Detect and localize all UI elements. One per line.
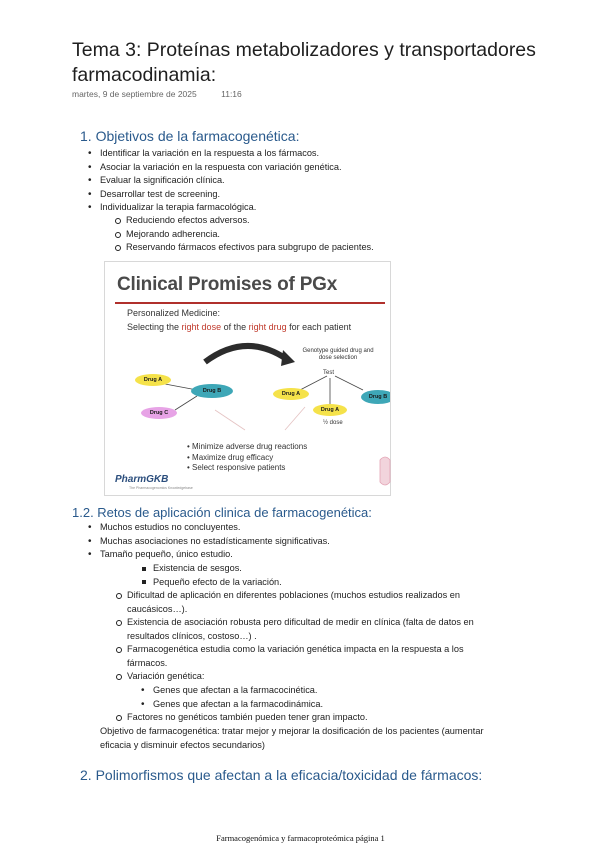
genotype-label: Genotype guided drug and dose selection xyxy=(302,348,374,361)
half-dose-label: ½ dose xyxy=(323,420,343,426)
section-heading-objetivos: 1. Objetivos de la farmacogenética: xyxy=(80,128,300,144)
test-label: Test xyxy=(323,370,335,376)
drug-c-oval: Drug C xyxy=(141,407,177,419)
list-item: Reservando fármacos efectivos para subgrupo de pacientes. xyxy=(114,241,514,255)
slide-bullet: • Select responsive patients xyxy=(187,463,307,474)
list-item: • Muchos estudios no concluyentes. xyxy=(88,521,508,535)
arrow-line xyxy=(335,376,363,390)
list-item: Existencia de asociación robusta pero dificultad de medir en clínica (falta de datos en resultados clínicos, costoso…) . xyxy=(115,616,505,643)
objetivos-list xyxy=(88,147,508,215)
select-pre: Selecting the xyxy=(127,322,182,332)
section-heading-polimorfismos: 2. Polimorfismos que afectan a la eficacia/toxicidad de fármacos: xyxy=(80,767,483,783)
retos-list xyxy=(88,521,508,562)
slide-edge-decoration-icon xyxy=(378,454,392,488)
drug-a-half-oval: Drug A xyxy=(313,404,347,416)
select-drug: right drug xyxy=(248,322,287,332)
slide-title: Clinical Promises of PGx xyxy=(117,274,338,295)
list-item: • Muchas asociaciones no estadísticamente significativas. xyxy=(88,535,508,549)
note-date: martes, 9 de septiembre de 2025 xyxy=(72,89,197,99)
note-time: 11:16 xyxy=(221,89,242,99)
slide-bullet: • Minimize adverse drug reactions xyxy=(187,442,307,453)
list-item: • Tamaño pequeño, único estudio. xyxy=(88,548,508,562)
curved-arrow-icon xyxy=(205,346,285,362)
note-meta xyxy=(72,89,242,99)
section-heading-retos: 1.2. Retos de aplicación clinica de farmacogenética: xyxy=(72,505,372,520)
select-dose: right dose xyxy=(181,322,222,332)
curved-arrowhead-icon xyxy=(281,350,295,366)
list-item: Pequeño efecto de la variación. xyxy=(141,576,521,590)
list-item: Mejorando adherencia. xyxy=(114,228,514,242)
select-post: for each patient xyxy=(286,322,352,332)
list-item: • Identificar la variación en la respuesta a los fármacos. xyxy=(88,147,508,161)
list-item: Dificultad de aplicación en diferentes poblaciones (muchos estudios realizados en caucásicos…). xyxy=(115,589,505,616)
slide-subtitle: Personalized Medicine: xyxy=(127,308,221,318)
arrow-line xyxy=(300,376,327,390)
drug-b-oval-right: Drug B xyxy=(361,390,391,404)
arrow-line xyxy=(285,407,305,430)
pharmgkb-logo: PharmGKB xyxy=(115,474,169,485)
list-item: • Genes que afectan a la farmacodinámica. xyxy=(141,698,521,712)
pgx-slide-image xyxy=(104,261,391,496)
list-item: • Individualizar la terapia farmacológica. xyxy=(88,201,508,215)
list-item: Existencia de sesgos. xyxy=(141,562,521,576)
variacion-sublist xyxy=(141,684,521,711)
page-title: Tema 3: Proteínas metabolizadores y transportadores farmacodinamia: xyxy=(72,39,536,86)
list-item: • Evaluar la significación clínica. xyxy=(88,174,508,188)
slide-bullets xyxy=(187,442,307,474)
list-item: • Desarrollar test de screening. xyxy=(88,188,508,202)
list-item: • Asociar la variación en la respuesta con variación genética. xyxy=(88,161,508,175)
list-item: Farmacogenética estudia como la variación genética impacta en la respuesta a los fármacos. xyxy=(115,643,505,670)
list-item: • Genes que afectan a la farmacocinética. xyxy=(141,684,521,698)
factores-list xyxy=(115,711,505,725)
retos-sublist-circle xyxy=(115,589,505,684)
pharmgkb-logo-sub: The Pharmacogenomics Knowledgebase xyxy=(129,486,193,490)
objetivo-paragraph: Objetivo de farmacogenética: tratar mejor y mejorar la dosificación de los pacientes (aumentar eficacia y disminuir efectos secundarios) xyxy=(100,726,484,750)
arrow-line xyxy=(215,410,245,430)
drug-a-oval-right: Drug A xyxy=(273,388,309,400)
retos-sublist-square xyxy=(141,562,521,589)
arrow-line xyxy=(175,396,197,410)
list-item: Factores no genéticos también pueden tener gran impacto. xyxy=(115,711,505,725)
drug-a-oval: Drug A xyxy=(135,374,171,386)
list-item: Variación genética: xyxy=(115,670,505,684)
objetivos-sublist xyxy=(114,214,514,255)
slide-bullet: • Maximize drug efficacy xyxy=(187,453,307,464)
page-footer: Farmacogenómica y farmacoproteómica página 1 xyxy=(216,833,385,843)
drug-b-oval: Drug B xyxy=(191,384,233,398)
list-item: Reduciendo efectos adversos. xyxy=(114,214,514,228)
select-mid: of the xyxy=(221,322,249,332)
